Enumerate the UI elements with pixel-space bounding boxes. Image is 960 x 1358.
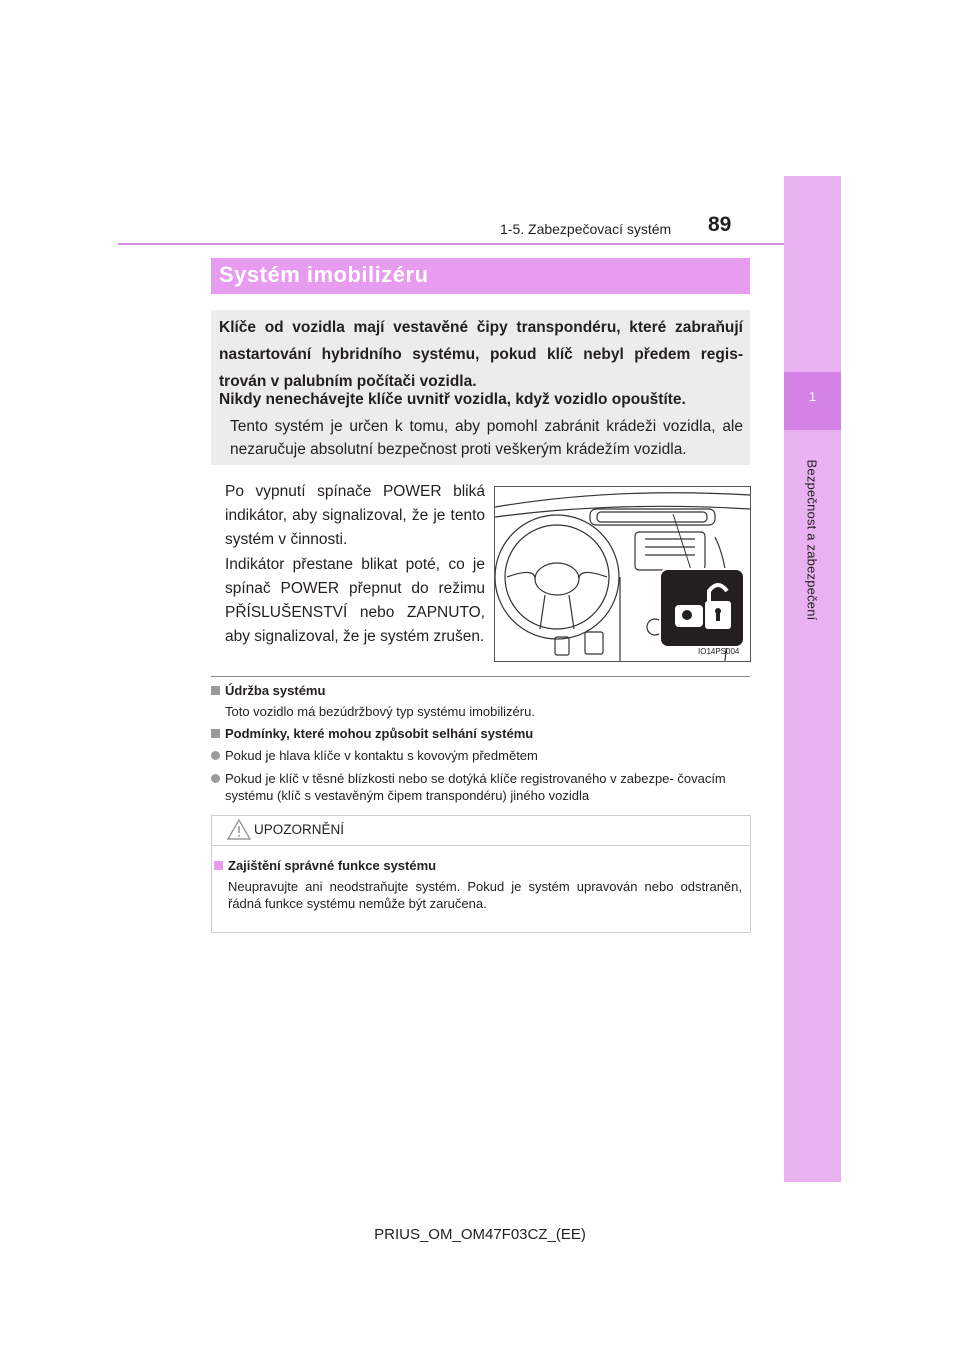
square-bullet-icon <box>214 861 223 870</box>
intro-bold-text: Klíče od vozidla mají vestavěné čipy transpondéru, které zabraňují nastartování hybridního systému, pokud klíč nebyl předem regis- trován v palubním počítači vozidla. <box>219 319 743 390</box>
dashboard-drawing <box>495 487 750 661</box>
maintenance-section <box>211 683 751 720</box>
body-paragraph-1: Po vypnutí spínače POWER bliká indikátor, aby signalizoval, že je tento systém v činnosti. <box>225 483 485 548</box>
caution-header <box>211 815 749 846</box>
figure-code: IO14PS004 <box>698 647 740 656</box>
maintenance-heading: Údržba systému <box>225 683 326 698</box>
conditions-heading: Podmínky, které mohou způsobit selhání systému <box>225 726 534 741</box>
condition-item: Pokud je hlava klíče v kontaktu s kovovým předmětem <box>211 747 751 764</box>
caution-content <box>214 858 742 912</box>
conditions-section <box>211 726 751 804</box>
section-title: 1-5. Zabezpečovací systém <box>500 221 672 237</box>
dashboard-illustration <box>494 486 751 662</box>
square-bullet-icon <box>211 729 220 738</box>
warning-triangle-icon <box>227 819 251 840</box>
section-divider <box>211 676 750 677</box>
header-rule <box>118 243 784 245</box>
condition-item: Pokud je klíč v těsné blízkosti nebo se dotýká klíče registrovaného v zabezpe- čovacím systému (klíč s vestavěným čipem transpondéru) jiného vozidla <box>211 770 751 804</box>
caution-label: UPOZORNĚNÍ <box>254 822 345 837</box>
caution-heading: Zajištění správné funkce systému <box>228 858 437 873</box>
caution-text: Neupravujte ani neodstraňujte systém. Pokud je systém upravován nebo odstraněn, řádná funkce systému nemůže být zaručena. <box>228 879 742 911</box>
side-tab <box>784 176 841 1182</box>
chapter-number: 1 <box>808 389 817 404</box>
intro-warning-text: Nikdy nenechávejte klíče uvnitř vozidla, když vozidlo opouštíte. <box>219 391 686 408</box>
round-bullet-icon <box>211 774 220 783</box>
square-bullet-icon <box>211 686 220 695</box>
page-title: Systém imobilizéru <box>219 262 429 287</box>
body-paragraph-2: Indikátor přestane blikat poté, co je spínač POWER přepnut do režimu PŘÍSLUŠENSTVÍ nebo ZAPNUTO, aby signalizoval, že je systém zrušen. <box>225 556 485 645</box>
maintenance-text: Toto vozidlo má bezúdržbový typ systému imobilizéru. <box>225 704 535 719</box>
intro-note: Tento systém je určen k tomu, aby pomohl zabránit krádeži vozidla, ale nezaručuje absolutní bezpečnost proti veškerým krádežím vozidla. <box>230 418 743 458</box>
page-number: 89 <box>708 213 732 236</box>
footer-code: PRIUS_OM_OM47F03CZ_(EE) <box>374 1226 586 1243</box>
round-bullet-icon <box>211 751 220 760</box>
chapter-label: Bezpečnost a zabezpečení <box>804 459 820 621</box>
